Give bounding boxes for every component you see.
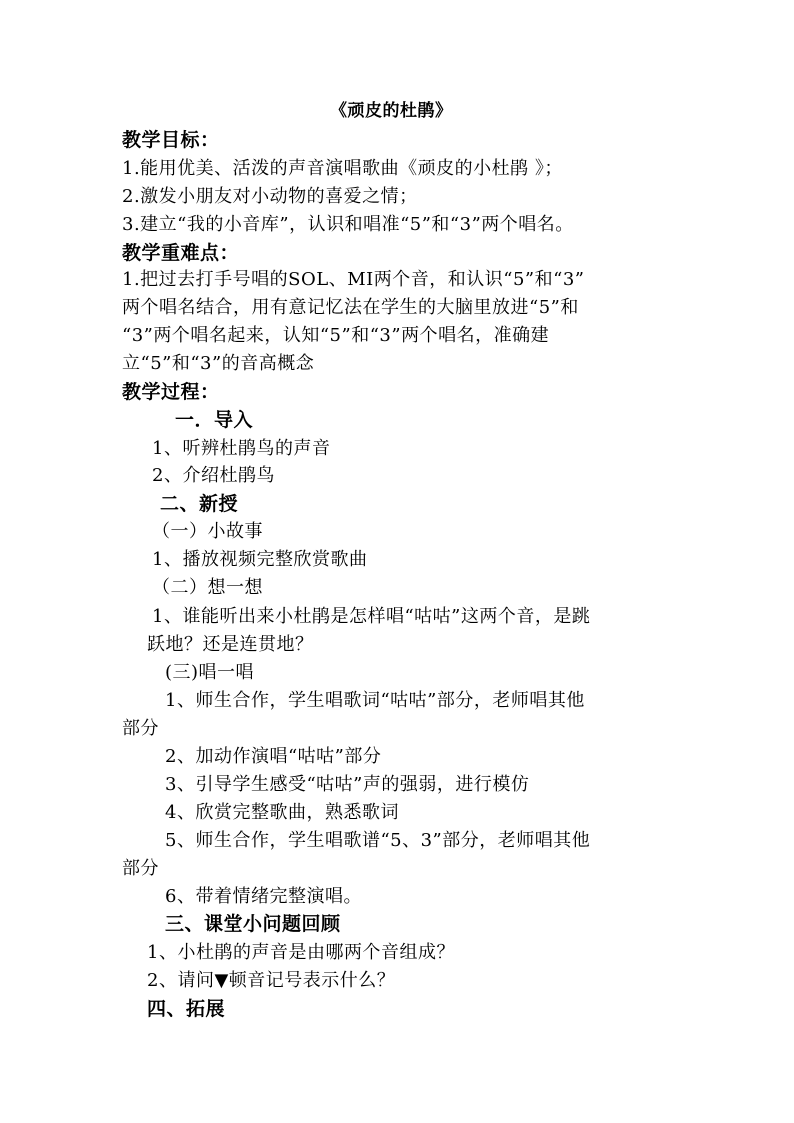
part3-item-6: 6、带着情绪完整演唱。: [165, 886, 362, 907]
key-points-line-2: 两个唱名结合，用有意记忆法在学生的大脑里放进“5”和: [122, 297, 579, 318]
part3-item-1-line-2: 部分: [122, 718, 159, 739]
part3-item-5-line-1: 5、师生合作，学生唱歌谱“5、3”部分，老师唱其他: [165, 830, 591, 851]
part3-heading: (三)唱一唱: [165, 662, 255, 683]
process-heading: 教学过程：: [122, 381, 220, 403]
part1-item-1: 1、播放视频完整欣赏歌曲: [152, 549, 368, 570]
part2-line-1: 1、谁能听出来小杜鹃是怎样唱“咕咕”这两个音，是跳: [152, 606, 591, 627]
part3-item-4: 4、欣赏完整歌曲，熟悉歌词: [165, 802, 399, 823]
part2-heading: （二）想一想: [152, 577, 263, 598]
part3-item-5-line-2: 部分: [122, 858, 159, 879]
intro-heading: 一．导入: [175, 409, 254, 431]
part3-item-3: 3、引导学生感受“咕咕”声的强弱，进行模仿: [165, 774, 530, 795]
key-points-line-3: “3”两个唱名起来，认知“5”和“3”两个唱名，准确建: [122, 325, 550, 346]
review-item-2: 2、请问▼顿音记号表示什么？: [147, 970, 396, 991]
intro-item-2: 2、介绍杜鹃鸟: [152, 465, 275, 486]
objective-item-1: 1.能用优美、活泼的声音演唱歌曲《顽皮的小杜鹃 》；: [122, 158, 563, 179]
objective-item-3: 3.建立“我的小音库”，认识和唱准“5”和“3”两个唱名。: [122, 214, 574, 235]
part3-item-2: 2、加动作演唱“咕咕”部分: [165, 746, 382, 767]
extension-heading: 四、拓展: [147, 998, 226, 1020]
document-title: 《顽皮的杜鹃》: [330, 101, 453, 121]
part1-heading: （一）小故事: [152, 521, 263, 542]
objectives-heading: 教学目标：: [122, 129, 220, 151]
key-points-heading: 教学重难点：: [122, 242, 240, 264]
intro-item-1: 1、听辨杜鹃鸟的声音: [152, 438, 331, 459]
key-points-line-1: 1.把过去打手号唱的SOL、MI两个音，和认识“5”和“3”: [122, 269, 585, 290]
review-item-1: 1、小杜鹃的声音是由哪两个音组成？: [147, 942, 455, 963]
key-points-line-4: 立“5”和“3”的音高概念: [122, 353, 315, 374]
part2-line-2: 跃地？还是连贯地？: [147, 634, 314, 655]
review-heading: 三、课堂小问题回顾: [165, 913, 341, 935]
objective-item-2: 2.激发小朋友对小动物的喜爱之情；: [122, 186, 418, 207]
new-lesson-heading: 二、新授: [160, 493, 239, 515]
part3-item-1-line-1: 1、师生合作，学生唱歌词“咕咕”部分，老师唱其他: [165, 690, 585, 711]
